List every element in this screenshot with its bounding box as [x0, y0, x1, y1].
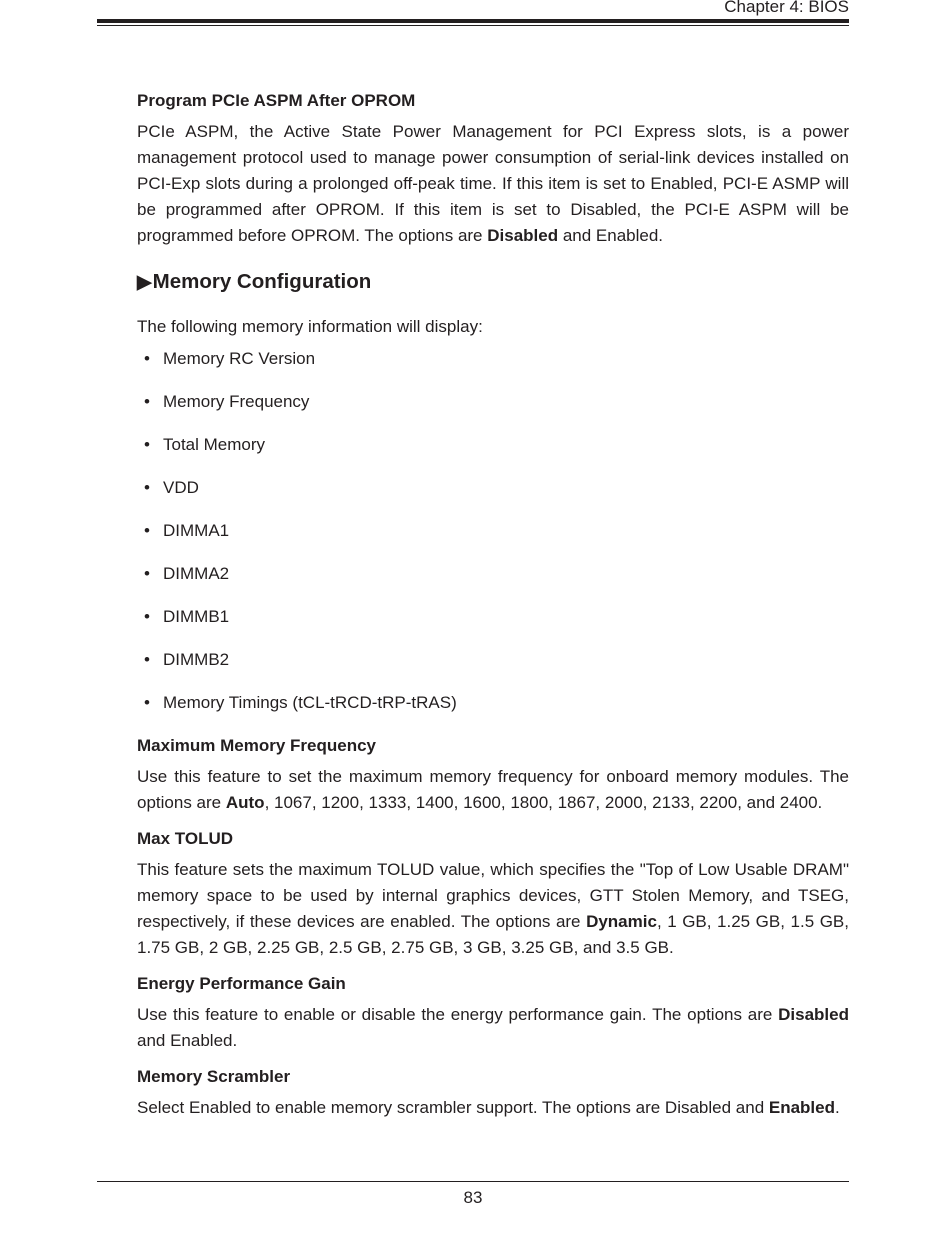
memory-scrambler-text: Select Enabled to enable memory scrambler support. The options are Disabled and — [137, 1098, 769, 1117]
list-item — [137, 432, 849, 475]
memory-scrambler-heading: Memory Scrambler — [137, 1067, 291, 1086]
bullet-icon: • — [144, 392, 150, 411]
pcie-aspm-heading: Program PCIe ASPM After OPROM — [137, 91, 416, 110]
bullet-icon: • — [144, 564, 150, 583]
list-item — [137, 518, 849, 561]
max-memory-frequency-paragraph — [137, 764, 849, 816]
energy-performance-gain-heading: Energy Performance Gain — [137, 974, 346, 993]
list-item — [137, 389, 849, 432]
max-tolud-default: Dynamic — [586, 912, 657, 931]
bullet-icon: • — [144, 435, 150, 454]
bullet-icon: • — [144, 650, 150, 669]
energy-performance-gain-default: Disabled — [778, 1005, 849, 1024]
header-rule-thick — [97, 19, 849, 23]
list-item — [137, 346, 849, 389]
list-item-label: Memory Frequency — [163, 392, 310, 411]
memory-configuration-title: Memory Configuration — [152, 270, 372, 293]
max-memory-frequency-text-end: , 1067, 1200, 1333, 1400, 1600, 1800, 1867, 2000, 2133, 2200, and 2400. — [264, 793, 823, 812]
memory-info-list — [137, 346, 849, 733]
header-rule-thin — [97, 25, 849, 26]
max-tolud-heading: Max TOLUD — [137, 829, 234, 848]
memory-info-intro: The following memory information will display: — [137, 317, 483, 336]
max-tolud-text: This feature sets the maximum TOLUD value, which specifies the "Top of Low Usable DRAM" memory space to be used by internal graphics devices, GTT Stolen Memory, and TSEG, respectively, if these devices are enabled. The options are — [137, 860, 849, 931]
list-item — [137, 690, 849, 733]
bullet-icon: • — [144, 607, 150, 626]
footer-rule — [97, 1181, 849, 1182]
max-memory-frequency-heading: Maximum Memory Frequency — [137, 736, 377, 755]
energy-performance-gain-paragraph — [137, 1002, 849, 1054]
max-tolud-paragraph — [137, 857, 849, 961]
bullet-icon: • — [144, 693, 150, 712]
submenu-arrow-icon: ▶ — [137, 272, 152, 293]
list-item-label: DIMMB1 — [163, 607, 230, 626]
energy-performance-gain-text: Use this feature to enable or disable the energy performance gain. The options are — [137, 1005, 779, 1024]
list-item-label: Total Memory — [163, 435, 266, 454]
pcie-aspm-text: PCIe ASPM, the Active State Power Management for PCI Express slots, is a power management protocol used to manage power consumption of serial-link devices installed on PCI-Exp slots during a prolonged off-peak time. If this item is set to Enabled, PCI-E ASMP will be programmed after OPROM. If this item is set to Disabled, the PCI-E ASPM will be programmed before OPROM. The options are — [137, 122, 849, 245]
list-item-label: Memory Timings (tCL-tRCD-tRP-tRAS) — [163, 693, 457, 712]
bullet-icon: • — [144, 521, 150, 540]
max-tolud-text-end: , 1 GB, 1.25 GB, 1.5 GB, 1.75 GB, 2 GB, 2.25 GB, 2.5 GB, 2.75 GB, 3 GB, 3.25 GB, and 3.5 GB. — [137, 912, 849, 957]
list-item — [137, 647, 849, 690]
list-item — [137, 475, 849, 518]
page-content — [137, 88, 849, 1121]
memory-scrambler-default: Enabled — [768, 1098, 835, 1117]
list-item-label: VDD — [163, 478, 199, 497]
pcie-aspm-paragraph — [137, 119, 849, 249]
header-chapter-title: Chapter 4: BIOS — [724, 0, 849, 16]
page-number: 83 — [463, 1188, 483, 1207]
memory-scrambler-paragraph — [137, 1095, 849, 1121]
pcie-aspm-default: Disabled — [487, 226, 559, 245]
bullet-icon: • — [144, 478, 150, 497]
pcie-aspm-text-end: and Enabled. — [558, 226, 664, 245]
list-item — [137, 561, 849, 604]
list-item-label: DIMMB2 — [163, 650, 230, 669]
list-item-label: DIMMA1 — [163, 521, 230, 540]
list-item-label: Memory RC Version — [163, 349, 316, 368]
max-memory-frequency-default: Auto — [225, 793, 265, 812]
list-item-label: DIMMA2 — [163, 564, 230, 583]
bullet-icon: • — [144, 349, 150, 368]
max-memory-frequency-text: Use this feature to set the maximum memory frequency for onboard memory modules. The options are — [137, 767, 849, 812]
memory-configuration-heading — [137, 268, 849, 297]
memory-scrambler-text-end: . — [835, 1098, 840, 1117]
energy-performance-gain-text-end: and Enabled. — [137, 1031, 238, 1050]
list-item — [137, 604, 849, 647]
